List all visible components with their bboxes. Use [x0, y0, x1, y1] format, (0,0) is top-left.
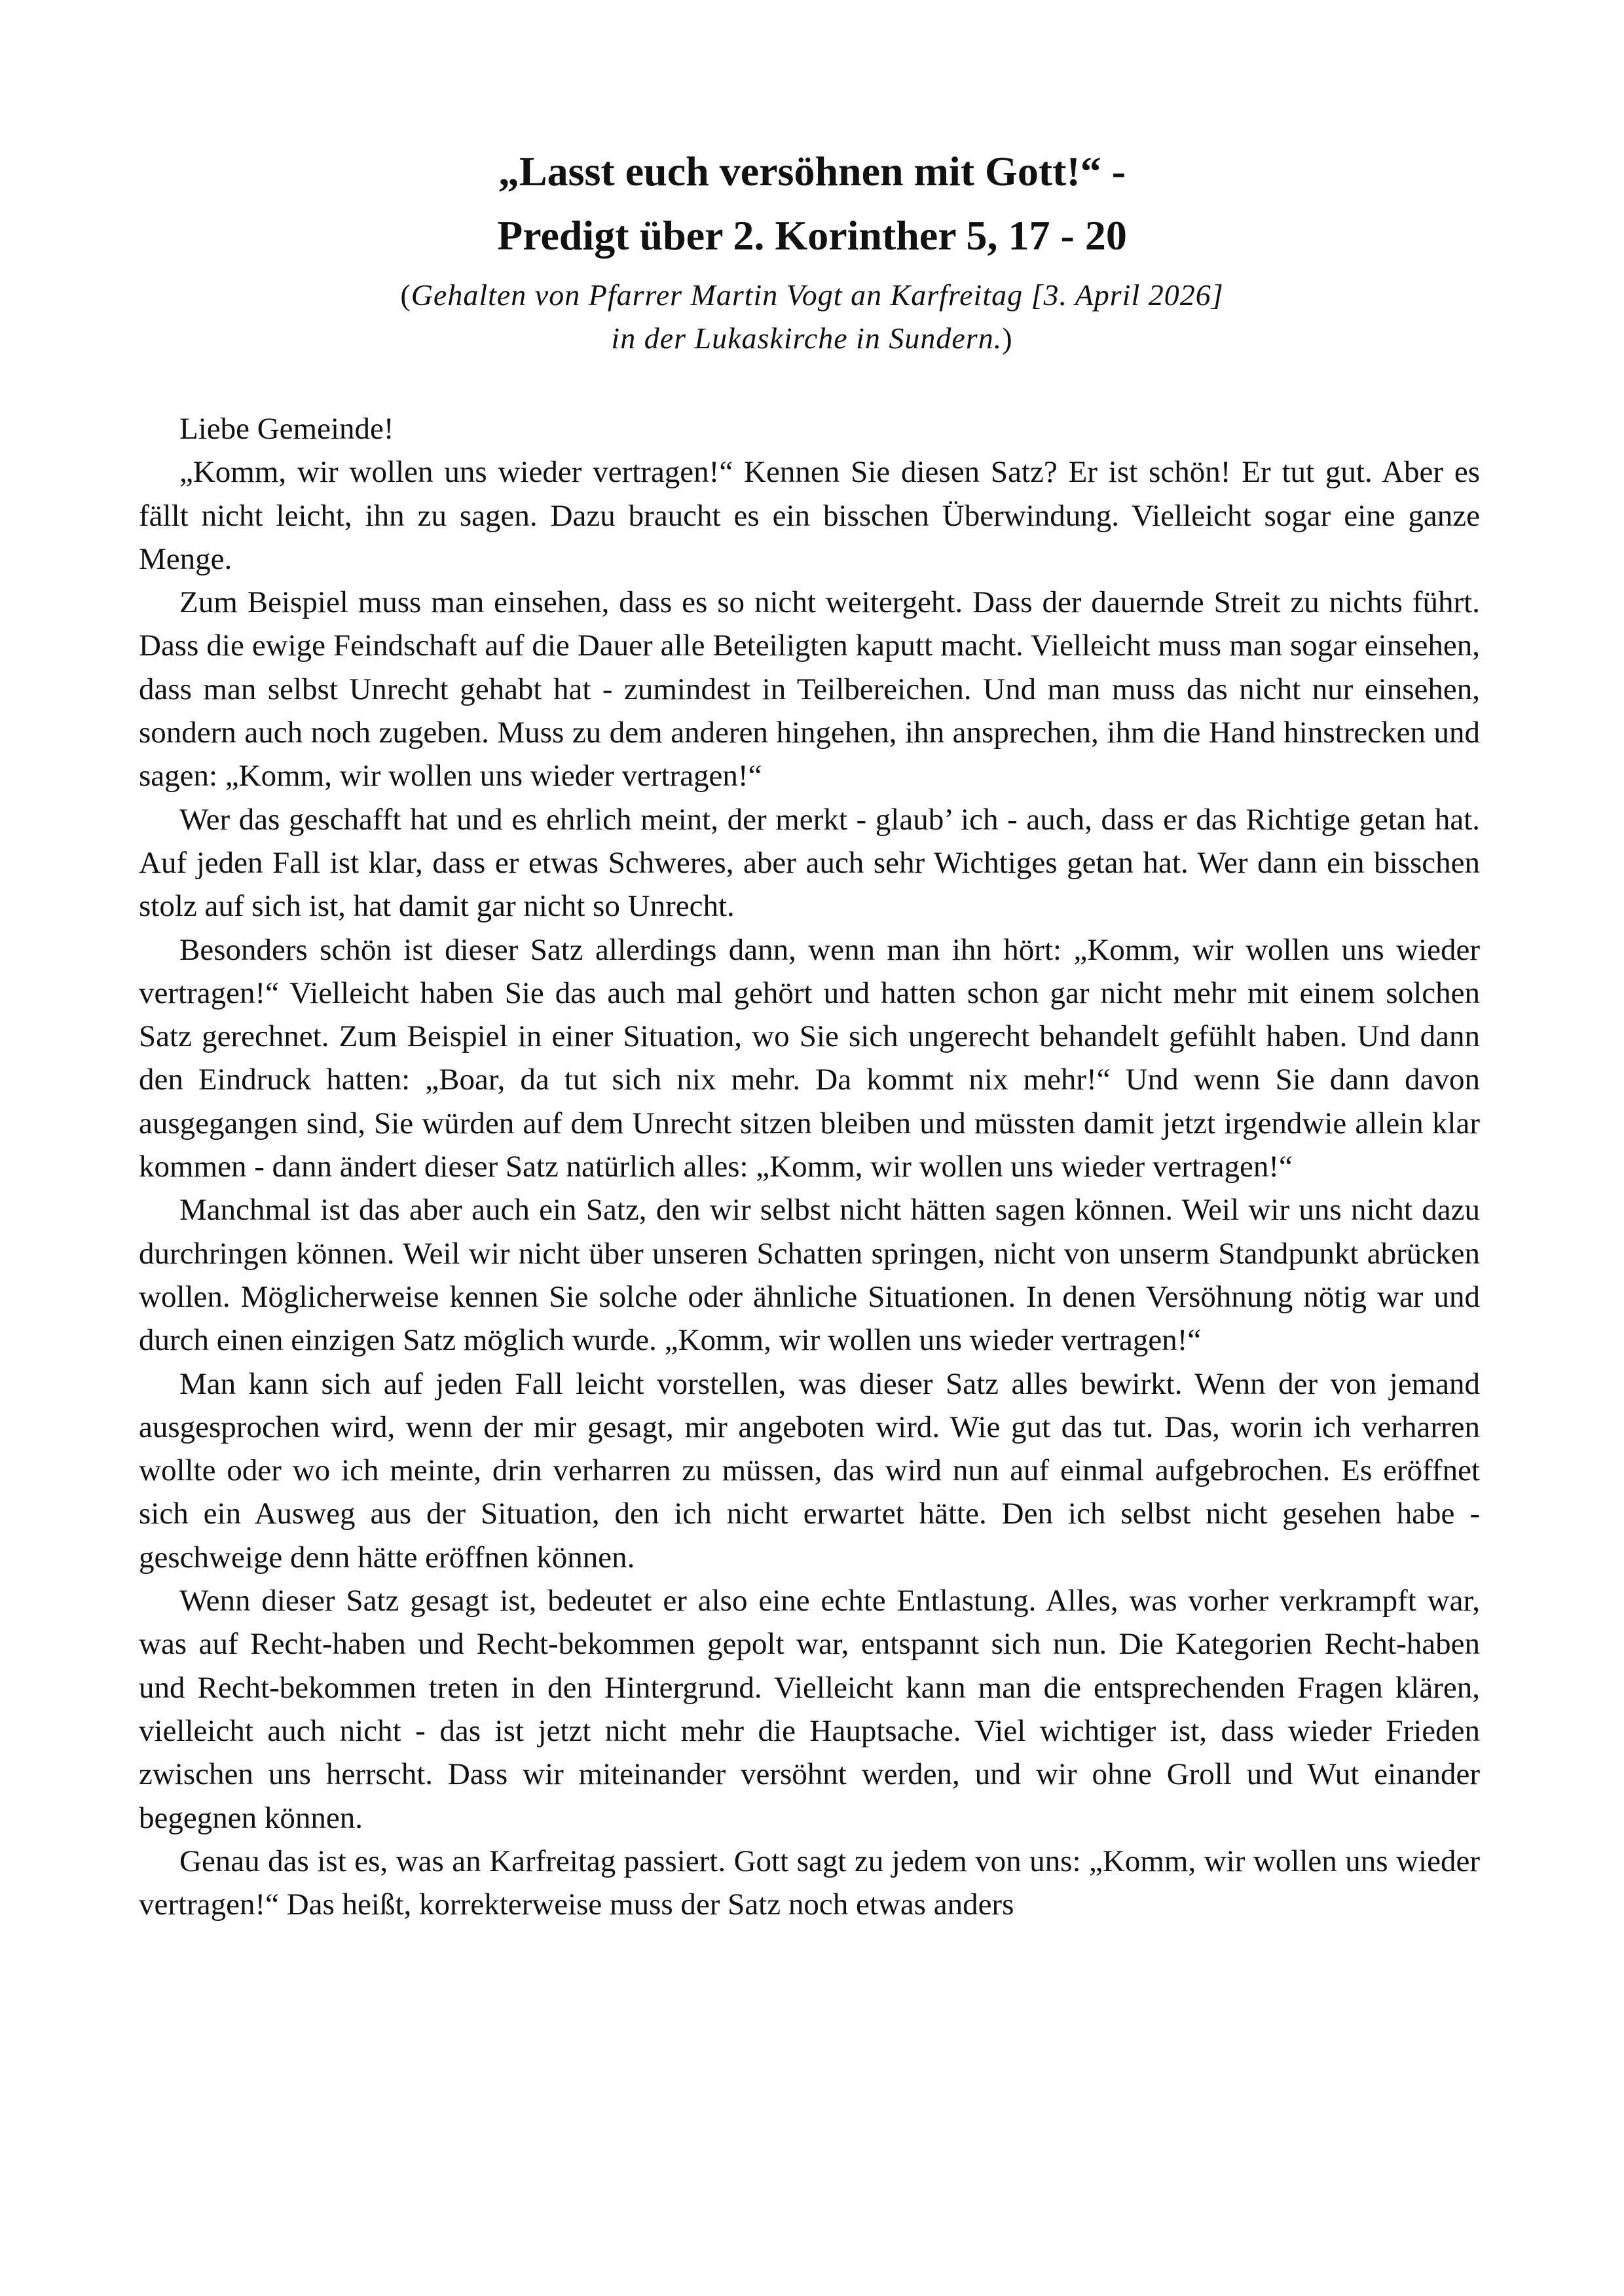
subtitle-text-2: in der Lukaskirche in Sundern.	[611, 321, 1003, 355]
paragraph-salutation: Liebe Gemeinde!	[179, 412, 394, 446]
paragraph: „Komm, wir wollen uns wieder vertragen!“ Kennen Sie diesen Satz? Er ist schön! Er tut gut. Aber es fällt nicht leicht, ihn zu sagen. Dazu braucht es ein bisschen Überwindung. Vielleicht sogar eine ganze Menge.	[139, 455, 1480, 576]
document-subtitle-line-2	[0, 317, 1624, 360]
document-title-line-1: „Lasst euch versöhnen mit Gott!“ -	[498, 148, 1126, 194]
paragraph: Wenn dieser Satz gesagt ist, bedeutet er also eine echte Entlastung. Alles, was vorher verkrampft war, was auf Recht-haben und Recht-bekommen gepolt war, entspannt sich nun. Die Kategorien Recht-haben und Recht-bekommen treten in den Hintergrund. Vielleicht kann man die entsprechenden Fragen klären, vielleicht auch nicht - das ist jetzt nicht mehr die Hauptsache. Viel wichtiger ist, dass wieder Frieden zwischen uns herrscht. Dass wir miteinander versöhnt werden, und wir ohne Groll und Wut einander begegnen können.	[139, 1584, 1480, 1835]
paragraph: Manchmal ist das aber auch ein Satz, den wir selbst nicht hätten sagen können. Weil wir uns nicht dazu durchringen können. Weil wir nicht über unseren Schatten springen, nicht von unserm Standpunkt abrücken wollen. Möglicherweise kennen Sie solche oder ähnliche Situationen. In denen Versöhnung nötig war und durch einen einzigen Satz möglich wurde. „Komm, wir wollen uns wieder vertragen!“	[139, 1193, 1480, 1358]
paragraph: Genau das ist es, was an Karfreitag passiert. Gott sagt zu jedem von uns: „Komm, wir wollen uns wieder vertragen!“ Das heißt, korrekterweise muss der Satz noch etwas anders	[139, 1844, 1480, 1922]
subtitle-paren-close: )	[1002, 321, 1013, 355]
paragraph: Besonders schön ist dieser Satz allerdings dann, wenn man ihn hört: „Komm, wir wollen uns wieder vertragen!“ Vielleicht haben Sie das auch mal gehört und hatten schon gar nicht mehr mit einem solchen Satz gerechnet. Zum Beispiel in einer Situation, wo Sie sich ungerecht behandelt gefühlt haben. Und dann den Eindruck hatten: „Boar, da tut sich nix mehr. Da kommt nix mehr!“ Und wenn Sie dann davon ausgegangen sind, Sie würden auf dem Unrecht sitzen bleiben und müssten damit jetzt irgendwie allein klar kommen - dann ändert dieser Satz natürlich alles: „Komm, wir wollen uns wieder vertragen!“	[139, 932, 1480, 1184]
document-subtitle-line-1	[0, 274, 1624, 317]
subtitle-text-1: Gehalten von Pfarrer Martin Vogt an Karfreitag [3. April 2026]	[411, 278, 1224, 312]
document-title-line-2: Predigt über 2. Korinther 5, 17 - 20	[497, 212, 1127, 259]
paragraph: Zum Beispiel muss man einsehen, dass es so nicht weitergeht. Dass der dauernde Streit zu nichts führt. Dass die ewige Feindschaft auf die Dauer alle Beteiligten kaputt macht. Vielleicht muss man sogar einsehen, dass man selbst Unrecht gehabt hat - zumindest in Teilbereichen. Und man muss das nicht nur einsehen, sondern auch noch zugeben. Muss zu dem anderen hingehen, ihn ansprechen, ihm die Hand hinstrecken und sagen: „Komm, wir wollen uns wieder vertragen!“	[139, 585, 1480, 793]
paragraph: Man kann sich auf jeden Fall leicht vorstellen, was dieser Satz alles bewirkt. Wenn der von jemand ausgesprochen wird, wenn der mir gesagt, mir angeboten wird. Wie gut das tut. Das, worin ich verharren wollte oder wo ich meinte, drin verharren zu müssen, das wird nun auf einmal aufgebrochen. Es eröffnet sich ein Ausweg aus der Situation, den ich nicht erwartet hätte. Den ich selbst nicht gesehen habe - geschweige denn hätte eröffnen können.	[139, 1366, 1480, 1575]
paragraph: Wer das geschafft hat und es ehrlich meint, der merkt - glaub’ ich - auch, dass er das Richtige getan hat. Auf jeden Fall ist klar, dass er etwas Schweres, aber auch sehr Wichtiges getan hat. Wer dann ein bisschen stolz auf sich ist, hat damit gar nicht so Unrecht.	[139, 802, 1480, 924]
sermon-body	[139, 407, 1480, 1926]
subtitle-paren-open: (	[400, 278, 411, 312]
